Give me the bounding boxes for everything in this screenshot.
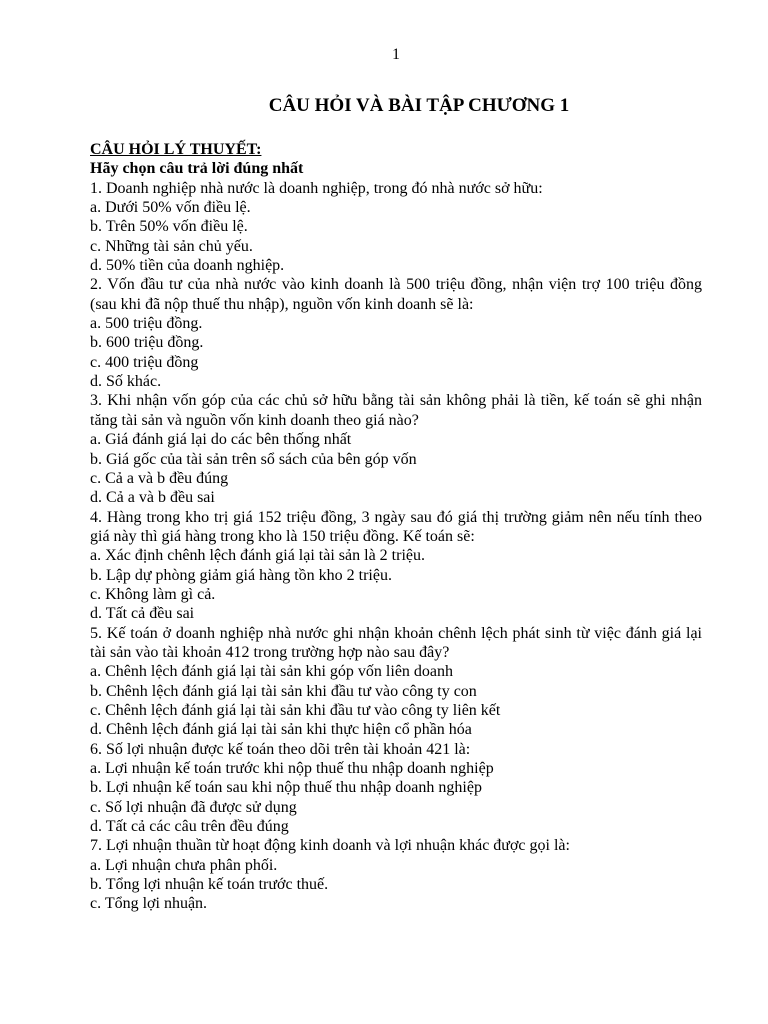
question-block <box>90 179 702 276</box>
answer-option: c. Tổng lợi nhuận. <box>90 895 208 913</box>
answer-option: b. 600 triệu đồng. <box>90 334 204 352</box>
instruction-text: Hãy chọn câu trả lời đúng nhất <box>90 160 304 178</box>
question-text: 5. Kế toán ở doanh nghiệp nhà nước ghi nhận khoản chênh lệch phát sinh từ việc đánh giá lại tài sản vào tài khoản 412 trong trường hợp nào sau đây? <box>90 624 702 661</box>
answer-option: d. Số khác. <box>90 373 162 391</box>
answer-option: a. 500 triệu đồng. <box>90 315 203 333</box>
answer-option: d. Cả a và b đều sai <box>90 489 215 507</box>
answer-option: d. Chênh lệch đánh giá lại tài sản khi thực hiện cổ phần hóa <box>90 721 472 739</box>
answer-option: c. Số lợi nhuận đã được sử dụng <box>90 798 297 816</box>
page-number: 1 <box>392 46 400 63</box>
answer-option: a. Xác định chênh lệch đánh giá lại tài sản là 2 triệu. <box>90 547 425 565</box>
answer-option: d. Tất cả đều sai <box>90 605 195 623</box>
answer-option: c. 400 triệu đồng <box>90 353 199 371</box>
section-heading: CÂU HỎI LÝ THUYẾT: <box>90 141 262 158</box>
question-block <box>90 624 702 740</box>
question-block <box>90 740 702 837</box>
page-title: CÂU HỎI VÀ BÀI TẬP CHƯƠNG 1 <box>268 95 570 116</box>
answer-option: c. Không làm gì cả. <box>90 585 216 603</box>
answer-option: d. 50% tiền của doanh nghiệp. <box>90 257 285 275</box>
answer-option: c. Những tài sản chủ yếu. <box>90 237 253 255</box>
answer-option: d. Tất cả các câu trên đều đúng <box>90 818 289 836</box>
answer-option: b. Giá gốc của tài sản trên sổ sách của bên góp vốn <box>90 450 417 468</box>
question-block <box>90 836 702 913</box>
answer-option: a. Giá đánh giá lại do các bên thống nhất <box>90 431 352 449</box>
answer-option: b. Tổng lợi nhuận kế toán trước thuế. <box>90 876 329 894</box>
question-block <box>90 391 702 507</box>
answer-option: a. Dưới 50% vốn điều lệ. <box>90 199 251 217</box>
answer-option: b. Chênh lệch đánh giá lại tài sản khi đầu tư vào công ty con <box>90 682 477 700</box>
answer-option: c. Cả a và b đều đúng <box>90 469 229 487</box>
answer-option: b. Lợi nhuận kế toán sau khi nộp thuế thu nhập doanh nghiệp <box>90 779 482 797</box>
answer-option: b. Trên 50% vốn điều lệ. <box>90 218 248 236</box>
answer-option: a. Lợi nhuận kế toán trước khi nộp thuế thu nhập doanh nghiệp <box>90 760 494 777</box>
answer-option: b. Lập dự phòng giảm giá hàng tồn kho 2 triệu. <box>90 566 392 584</box>
question-text: 4. Hàng trong kho trị giá 152 triệu đồng, 3 ngày sau đó giá thị trường giảm nên nếu tính theo giá này thì giá hàng trong kho là 150 triệu đồng. Kế toán sẽ: <box>90 508 702 545</box>
question-text: 7. Lợi nhuận thuần từ hoạt động kinh doanh và lợi nhuận khác được gọi là: <box>90 837 570 855</box>
answer-option: a. Lợi nhuận chưa phân phối. <box>90 856 278 874</box>
question-text: 6. Số lợi nhuận được kế toán theo dõi trên tài khoản 421 là: <box>90 740 471 758</box>
answer-option: c. Chênh lệch đánh giá lại tài sản khi đầu tư vào công ty liên kết <box>90 701 501 719</box>
question-block <box>90 508 702 624</box>
question-text: 2. Vốn đầu tư của nhà nước vào kinh doanh là 500 triệu đồng, nhận viện trợ 100 triệu đồng (sau khi đã nộp thuế thu nhập), nguồn vốn kinh doanh sẽ là: <box>90 276 702 313</box>
question-text: 1. Doanh nghiệp nhà nước là doanh nghiệp, trong đó nhà nước sở hữu: <box>90 179 543 197</box>
document-body <box>90 140 702 914</box>
question-text: 3. Khi nhận vốn góp của các chủ sở hữu bằng tài sản không phải là tiền, kế toán sẽ ghi nhận tăng tài sản và nguồn vốn kinh doanh theo giá nào? <box>90 392 702 429</box>
question-block <box>90 275 702 391</box>
answer-option: a. Chênh lệch đánh giá lại tài sản khi góp vốn liên doanh <box>90 663 454 681</box>
